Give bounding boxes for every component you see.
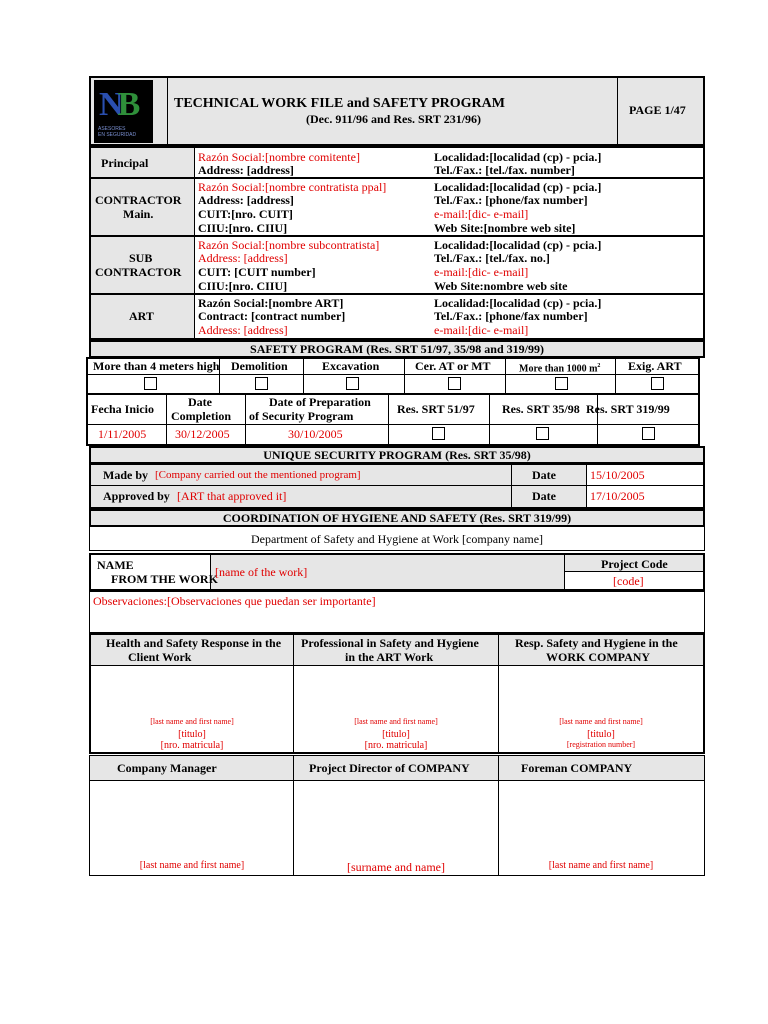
coordination-title: COORDINATION OF HYGIENE AND SAFETY (Res. SRT 319/99): [222, 511, 572, 525]
subcontractor-tel: Tel./Fax.: [tel./fax. no.]: [434, 251, 550, 265]
project-code-label: Project Code: [601, 557, 668, 571]
checkbox-demolition[interactable]: [255, 377, 268, 390]
row-divider: [91, 235, 703, 237]
approved-by-label: Approved by: [103, 489, 170, 503]
row-divider: [91, 485, 703, 486]
principal-address: Address: [address]: [198, 163, 294, 177]
header-divider: [617, 78, 618, 144]
work-company-title: Resp. Safety and Hygiene in the: [515, 636, 678, 650]
contractor-email: e-mail:[dic- e-mail]: [434, 207, 529, 221]
grid-divider: [88, 424, 698, 425]
approved-by-value[interactable]: [ART that approved it]: [177, 489, 287, 503]
principal-localidad: Localidad:[localidad (cp) - pcia.]: [434, 150, 602, 164]
fecha-inicio-value[interactable]: 1/11/2005: [98, 427, 147, 441]
grid-divider: [88, 374, 698, 375]
document-title: TECHNICAL WORK FILE and SAFETY PROGRAM: [174, 96, 505, 111]
contractor-cuit: CUIT:[nro. CUIT]: [198, 207, 293, 221]
date-completion-label-2: Completion: [171, 409, 231, 423]
signer-1-name[interactable]: [last name and first name]: [150, 717, 234, 726]
col-more-than-1000m2: More than 1000 $m^2$: [519, 363, 601, 375]
date-label-2: Date: [532, 489, 556, 503]
checkbox-excavation[interactable]: [346, 377, 359, 390]
subcontractor-sublabel: CONTRACTOR: [95, 265, 182, 279]
name-label: NAME: [97, 558, 134, 572]
col-excavation: Excavation: [322, 359, 380, 373]
row-divider: [91, 665, 703, 666]
subcontractor-web: Web Site:nombre web site: [434, 279, 568, 293]
signer-3-name[interactable]: [last name and first name]: [559, 717, 643, 726]
project-director-title: Project Director of COMPANY: [309, 761, 470, 775]
col-cer-at-mt: Cer. AT or MT: [415, 359, 491, 373]
grid-divider: [245, 395, 246, 444]
col-demolition: Demolition: [231, 359, 288, 373]
approved-date-value[interactable]: 17/10/2005: [590, 489, 645, 503]
signer-2-name[interactable]: [last name and first name]: [354, 717, 438, 726]
subcontractor-ciiu: CIIU:[nro. CIIU]: [198, 279, 288, 293]
made-by-value[interactable]: [Company carried out the mentioned program]: [155, 469, 361, 481]
row-divider: [90, 780, 704, 781]
department-text: Department of Safety and Hygiene at Work [company name]: [250, 532, 544, 546]
col-divider: [511, 465, 512, 507]
art-address: Address: [address]: [198, 323, 288, 337]
row-divider: [91, 293, 703, 295]
header-divider: [167, 78, 168, 144]
grid-divider: [489, 395, 490, 444]
date-preparation-label-2: of Security Program: [249, 409, 354, 423]
grid-divider: [88, 393, 698, 395]
checkbox-res-35[interactable]: [536, 427, 549, 440]
grid-divider: [615, 359, 616, 394]
contractor-label: CONTRACTOR: [95, 193, 182, 207]
foreman-name[interactable]: [last name and first name]: [548, 860, 654, 871]
checkbox-more-than-1000m2[interactable]: [555, 377, 568, 390]
work-name-value[interactable]: [name of the work]: [215, 565, 308, 579]
unique-program-title: UNIQUE SECURITY PROGRAM (Res. SRT 35/98): [263, 448, 531, 462]
checkbox-res-319[interactable]: [642, 427, 655, 440]
principal-razon: Razón Social:[nombre comitente]: [198, 150, 360, 164]
observaciones-text[interactable]: Observaciones:[Observaciones que puedan ser importante]: [93, 594, 376, 608]
col-exig-art: Exig. ART: [628, 359, 682, 373]
client-work-title-2: Client Work: [128, 650, 192, 664]
director-name[interactable]: [surname and name]: [347, 860, 445, 874]
art-tel: Tel./Fax.: [phone/fax number]: [434, 309, 588, 323]
subcontractor-razon: Razón Social:[nombre subcontratista]: [198, 238, 380, 252]
logo-subtext: ASESORES EN SEGURIDAD: [98, 126, 137, 138]
contractor-localidad: Localidad:[localidad (cp) - pcia.]: [434, 180, 602, 194]
contractor-ciiu: CIIU:[nro. CIIU]: [198, 221, 288, 235]
art-label: ART: [129, 309, 154, 323]
art-razon: Razón Social:[nombre ART]: [198, 296, 344, 310]
subcontractor-localidad: Localidad:[localidad (cp) - pcia.]: [434, 238, 602, 252]
checkbox-cer-at-mt[interactable]: [448, 377, 461, 390]
preparation-value[interactable]: 30/10/2005: [288, 427, 343, 441]
safety-program-title: SAFETY PROGRAM (Res. SRT 51/97, 35/98 and 319/99): [250, 342, 544, 356]
art-contract: Contract: [contract number]: [198, 309, 346, 323]
signer-2-titulo[interactable]: [titulo]: [382, 729, 410, 740]
subcontractor-email: e-mail:[dic- e-mail]: [434, 265, 529, 279]
completion-value[interactable]: 30/12/2005: [175, 427, 230, 441]
date-completion-label: Date: [188, 395, 212, 409]
signer-3-registration[interactable]: [registration number]: [566, 740, 636, 749]
res-51-label: Res. SRT 51/97: [397, 402, 475, 416]
document-subtitle: (Dec. 911/96 and Res. SRT 231/96): [306, 112, 482, 126]
made-date-value[interactable]: 15/10/2005: [590, 468, 645, 482]
principal-label: Principal: [101, 156, 149, 170]
company-manager-title: Company Manager: [117, 761, 217, 775]
subcontractor-label: SUB: [129, 251, 153, 265]
checkbox-more-than-4m[interactable]: [144, 377, 157, 390]
grid-divider: [303, 359, 304, 394]
signer-1-titulo[interactable]: [titulo]: [178, 729, 206, 740]
art-work-title-2: in the ART Work: [345, 650, 434, 664]
signer-2-matricula[interactable]: [nro. matricula]: [364, 740, 428, 751]
client-work-title: Health and Safety Response in the: [106, 636, 282, 650]
art-work-title: Professional in Safety and Hygiene: [301, 636, 479, 650]
logo-mark: NB: [99, 86, 135, 123]
grid-divider: [166, 395, 167, 444]
grid-divider: [505, 359, 506, 394]
foreman-title: Foreman COMPANY: [521, 761, 633, 775]
manager-name[interactable]: [last name and first name]: [139, 860, 245, 871]
checkbox-res-51[interactable]: [432, 427, 445, 440]
col-more-than-4m: More than 4 meters high: [93, 359, 220, 373]
signer-1-matricula[interactable]: [nro. matricula]: [160, 740, 224, 751]
fecha-inicio-label: Fecha Inicio: [91, 402, 154, 416]
contractor-tel: Tel./Fax.: [phone/fax number]: [434, 193, 588, 207]
col-divider: [293, 756, 294, 875]
res-319-label: Res. SRT 319/99: [586, 402, 670, 416]
project-code-value[interactable]: [code]: [613, 574, 644, 588]
made-by-label: Made by: [103, 468, 148, 482]
col-divider: [586, 465, 587, 507]
res-35-label: Res. SRT 35/98: [502, 402, 580, 416]
date-label-1: Date: [532, 468, 556, 482]
art-email: e-mail:[dic- e-mail]: [434, 323, 529, 337]
col-divider: [498, 756, 499, 875]
contractor-web: Web Site:[nombre web site]: [434, 221, 576, 235]
date-preparation-label: Date of Preparation: [269, 395, 371, 409]
subcontractor-cuit: CUIT: [CUIT number]: [198, 265, 316, 279]
grid-divider: [388, 395, 389, 444]
art-localidad: Localidad:[localidad (cp) - pcia.]: [434, 296, 602, 310]
principal-tel: Tel./Fax.: [tel./fax. number]: [434, 163, 575, 177]
contractor-razon: Razón Social:[nombre contratista ppal]: [198, 180, 387, 194]
signer-3-titulo[interactable]: [titulo]: [587, 729, 615, 740]
subcontractor-address: Address: [address]: [198, 251, 288, 265]
contractor-address: Address: [address]: [198, 193, 294, 207]
page-number: PAGE 1/47: [629, 103, 686, 117]
contractor-sublabel: Main.: [123, 207, 154, 221]
row-divider: [91, 177, 703, 179]
checkbox-exig-art[interactable]: [651, 377, 664, 390]
company-logo: [94, 80, 153, 143]
from-the-work-label: FROM THE WORK: [111, 572, 218, 586]
grid-divider: [404, 359, 405, 394]
work-company-title-2: WORK COMPANY: [546, 650, 651, 664]
